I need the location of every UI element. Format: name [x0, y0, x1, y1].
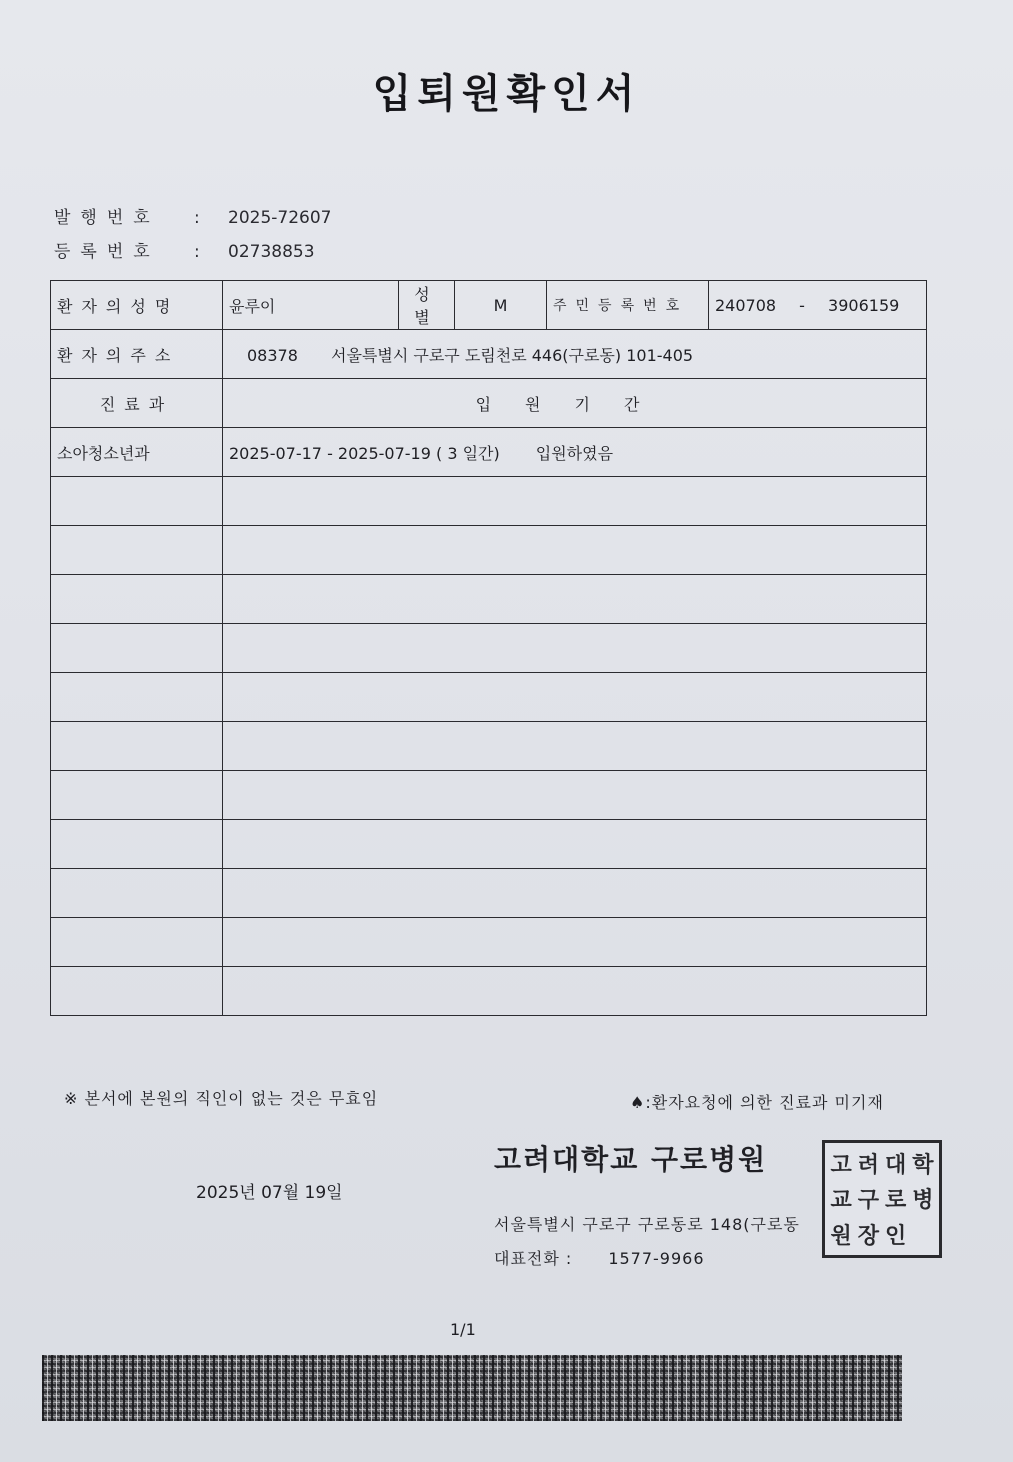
empty-row: [51, 722, 927, 771]
phone-label: 대표전화 :: [494, 1249, 573, 1268]
patient-name-value: 윤루이: [223, 281, 399, 330]
empty-period-cell: [223, 575, 927, 624]
patient-name-label: 환자의성명: [51, 281, 223, 330]
empty-row: [51, 624, 927, 673]
empty-row: [51, 575, 927, 624]
empty-dept-cell: [51, 526, 223, 575]
issue-number-label: 발행번호: [54, 208, 160, 228]
postal-code: 08378: [247, 345, 298, 365]
seal-glyph: 학: [912, 1151, 934, 1178]
seal-glyph: 교: [830, 1187, 852, 1214]
empty-dept-cell: [51, 673, 223, 722]
admission-row: [51, 428, 927, 477]
period-text: 2025-07-17 - 2025-07-19 ( 3 일간): [229, 443, 500, 463]
phone-value: 1577-9966: [608, 1249, 705, 1268]
empty-dept-cell: [51, 967, 223, 1016]
empty-row: [51, 820, 927, 869]
seal-glyph: 고: [830, 1151, 852, 1178]
empty-dept-cell: [51, 820, 223, 869]
empty-period-cell: [223, 820, 927, 869]
seal-glyph: 장: [857, 1223, 879, 1250]
registration-number-row: 등록번호 : 02738853: [54, 237, 315, 262]
seal-glyph: 대: [884, 1151, 907, 1178]
empty-period-cell: [223, 918, 927, 967]
empty-row: [51, 869, 927, 918]
issue-number-row: 발행번호 : 2025-72607: [54, 203, 331, 228]
empty-period-cell: [223, 771, 927, 820]
empty-row: [51, 771, 927, 820]
empty-row: [51, 477, 927, 526]
sex-value: M: [455, 281, 547, 330]
hospital-seal-stamp: [822, 1140, 942, 1258]
page-number: 1/1: [450, 1320, 476, 1339]
empty-period-cell: [223, 526, 927, 575]
seal-glyph: 병: [912, 1187, 934, 1214]
seal-glyph: 원: [830, 1223, 852, 1250]
issue-number-value: 2025-72607: [228, 208, 332, 228]
dept-cell: 소아청소년과: [51, 428, 223, 477]
seal-glyph: 구: [857, 1187, 879, 1214]
patient-name-row: [51, 281, 927, 330]
seal-glyph: [910, 1217, 936, 1252]
empty-dept-cell: [51, 575, 223, 624]
address-text: 서울특별시 구로구 도림천로 446(구로동) 101-405: [331, 345, 694, 365]
seal-glyph: 로: [884, 1187, 907, 1214]
rrn-value: [709, 281, 927, 330]
rrn-front: 240708: [715, 295, 777, 315]
empty-period-cell: [223, 624, 927, 673]
issue-date: 2025년 07월 19일: [196, 1183, 343, 1203]
empty-period-cell: [223, 477, 927, 526]
patient-address-value: [223, 330, 927, 379]
rrn-label: 주민등록번호: [547, 281, 709, 330]
empty-row: [51, 526, 927, 575]
empty-period-cell: [223, 869, 927, 918]
registration-number-label: 등록번호: [54, 242, 160, 262]
empty-dept-cell: [51, 918, 223, 967]
period-header: 입원기간: [223, 379, 927, 428]
empty-row: [51, 673, 927, 722]
dept-header: 진료과: [51, 379, 223, 428]
registration-number-value: 02738853: [228, 242, 315, 262]
admission-table: [50, 280, 927, 1016]
empty-period-cell: [223, 673, 927, 722]
seal-glyph: 려: [857, 1151, 879, 1178]
sex-label: 성별: [399, 281, 455, 330]
empty-row: [51, 967, 927, 1016]
admission-note: 입원하였음: [535, 443, 614, 463]
seal-glyph: 인: [884, 1223, 907, 1250]
empty-dept-cell: [51, 869, 223, 918]
document-barcode: [42, 1355, 902, 1421]
empty-dept-cell: [51, 624, 223, 673]
invalid-without-seal-note: ※ 본서에 본원의 직인이 없는 것은 무효임: [64, 1089, 379, 1108]
rrn-back: 3906159: [828, 295, 900, 315]
patient-address-row: [51, 330, 927, 379]
empty-dept-cell: [51, 722, 223, 771]
document-title: 입퇴원확인서: [372, 71, 641, 117]
empty-period-cell: [223, 967, 927, 1016]
empty-dept-cell: [51, 771, 223, 820]
empty-dept-cell: [51, 477, 223, 526]
header-row: [51, 379, 927, 428]
empty-row: [51, 918, 927, 967]
period-cell: [223, 428, 927, 477]
dept-omission-note: ♠:환자요청에 의한 진료과 미기재: [630, 1093, 884, 1112]
hospital-name: 고려대학교 구로병원: [494, 1143, 768, 1176]
patient-address-label: 환자의주소: [51, 330, 223, 379]
hospital-phone: [494, 1246, 705, 1269]
rrn-dash: -: [799, 295, 805, 315]
hospital-address: 서울특별시 구로구 구로동로 148(구로동: [494, 1215, 800, 1234]
empty-period-cell: [223, 722, 927, 771]
